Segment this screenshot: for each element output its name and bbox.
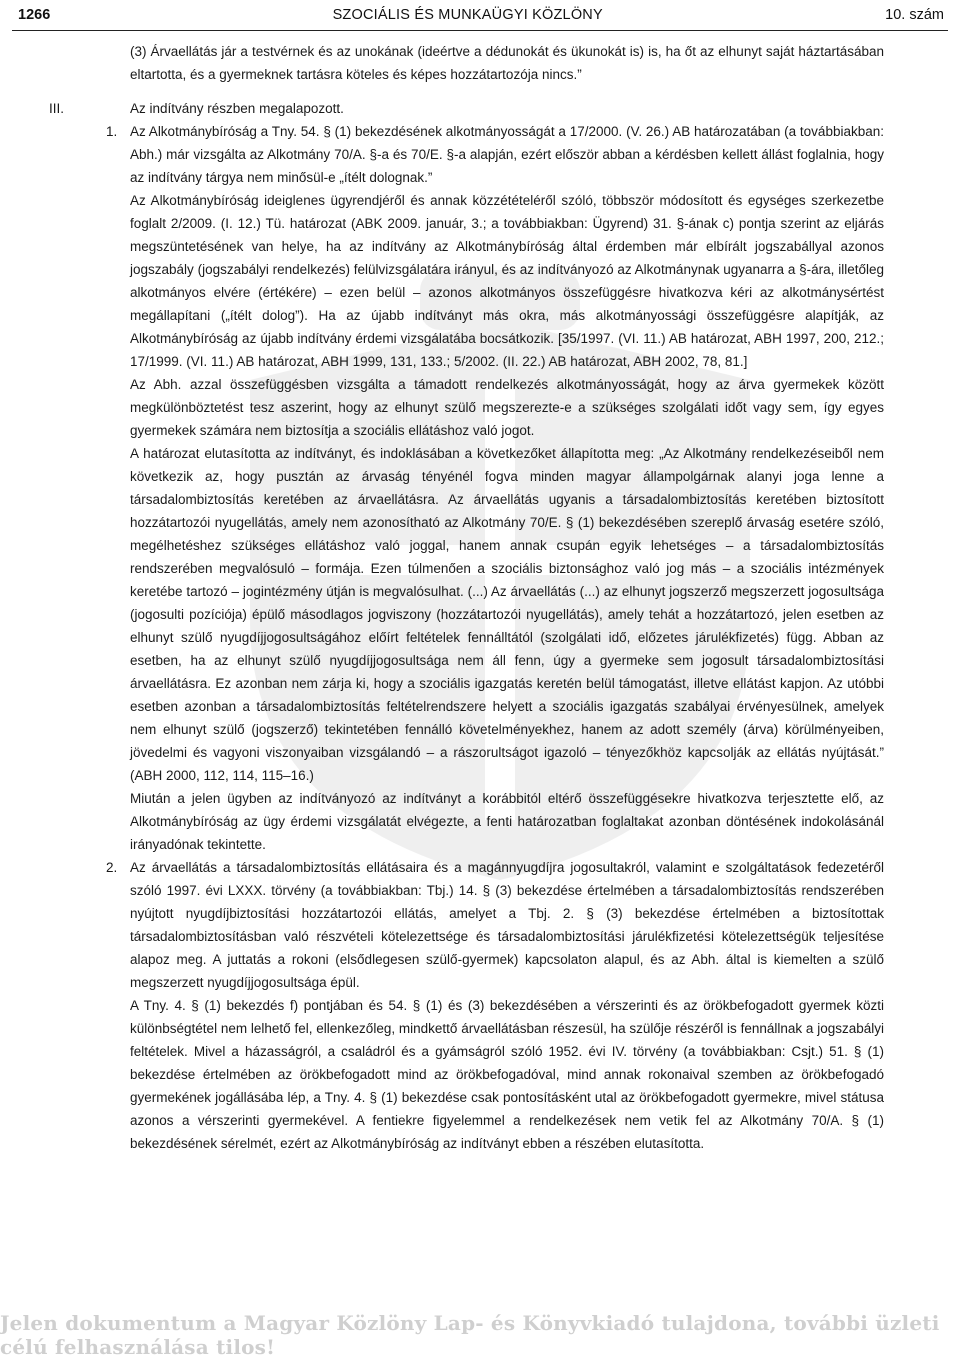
paragraph: Miután a jelen ügyben az indítványozó az indítványt a korábbitól eltérő összefüggésekre hivatkozva terjesztette elő, az Alkotmánybíróság az ügy érdemi vizsgálatát elvégezte, a fenti határozatban foglaltakat azonban döntésének indokolásánál irányadónak tekintette. [130, 791, 884, 852]
paragraph: A határozat elutasította az indítványt, és indoklásában a következőket állapította meg: „Az Alkotmány rendelkezéseiből nem következik az, hogy pusztán az árvaság tényénél fogva minden magyar állampolgárnak alanyi joga lenne a társadalombiztosítás keretében az árvaellátásra. Az árvaellátás ugyanis a társadalombiztosítás keretében biztosított hozzátartozói nyugellátás, amely nem azonosítható az Alkotmány 70/E. § (1) bekezdésében szereplő árvaság esetére szóló, megélhetéshez szükséges ellátáshoz való joggal, hanem annak csupán egyik lehetséges – a társadalombiztosítás rendszerében megvalósuló – formája. Ezen túlmenően a szociális biztonsághoz való jog más – a szociális intézmények keretébe tartozó – jogintézmény útján is megvalósulhat. (...) Az árvaellátás (...) az elhunyt jogszerző megszerzett jogosultsága (jogosulti pozíciója) épülő másodlagos jogviszony (hozzátartozói nyugellátás), amely tehát a hozzátartozó, jelen esetben az elhunyt szülő nyugdíjjogosultságához előírt feltételek fennálltától (szolgálati idő, előzetes járulékfizetés) függ. Abban az esetben, ha az elhunyt szülő nyugdíjjogosultsága nem áll fenn, úgy a gyermeke sem jogosult társadalombiztosítási árvaellátásra. Ez azonban nem zárja ki, hogy a szociális igazgatás keretén belül támogatást, illetve ellátást kapjon. Az utóbbi esetben azonban a társadalombiztosítás feltételrendszere helyett a szociális igazgatás szabályai érvényesülnek, amelyek nem elhunyt szülő (jogszerző) tekintetében fennálló követelményekhez, hanem az adott személy (árva) körülményeiben, jövedelmi és vagyoni viszonyaiban vizsgálandó – a rászorultságot igazoló – tényezőkhöz kapcsolják az ellátás nyújtását.” (ABH 2000, 112, 114, 115–16.) [130, 446, 884, 783]
paragraph: A Tny. 4. § (1) bekezdés f) pontjában és 54. § (1) és (3) bekezdésében a vérszerinti és az örökbefogadott gyermek közti különbségtétel nem lelhető fel, ellenkezőleg, mindkettő árvaellátásban részesül, ha szülője részéről is fennállnak a jogszabályi feltételek. Mivel a házasságról, a családról és a gyámságról szóló 1952. évi IV. törvény (a továbbiakban: Csjt.) 51. § (1) bekezdése értelmében az örökbefogadott mind az örökbefogadóval, mind annak rokonaival szemben az örökbefogadó gyermekének jogállásába lép, a Tny. 4. § (1) bekezdése csak pontosításként utal az örökbefogadott gyermekre, mivel státusa azonos a vérszerinti gyermekével. A fentiekre figyelemmel a rendelkezések nem vetik fel az Alkotmány 70/A. § (1) bekezdésének sérelmét, ezért az Alkotmánybíróság az indítványt ebben a részében elutasította. [130, 998, 884, 1151]
item-1 [106, 120, 884, 856]
section-iii [0, 97, 960, 120]
footer-notice: Jelen dokumentum a Magyar Közlöny Lap- és Könyvkiadó tulajdona, további üzleti célú felhasználása tilos! [0, 1310, 940, 1359]
paragraph: Az árvaellátás a társadalombiztosítás ellátásaira és a magánnyugdíjra jogosultakról, valamint e szolgáltatások fedezetéről szóló 1997. évi LXXX. törvény (a továbbiakban: Tbj.) 14. § (3) bekezdése értelmében a társadalombiztosítás rendszerében nyújtott nyugdíjbiztosítási hozzátartozói ellátás, amelyet a Tbj. 2. § (3) bekezdése értelmében a biztosítottak társadalombiztosításban való részvételi kötelezettsége és társadalombiztosítási járulékfizetési kötelezettségük teljesítése alapoz meg. A juttatás a rokoni (elsődlegesen szülő-gyermek) kapcsolaton alapul, és az Abh. által is kiemelten a szülő megszerzett nyugdíjjogosultsága épül. [130, 860, 884, 990]
paragraph: Az Alkotmánybíróság a Tny. 54. § (1) bekezdésének alkotmányosságát a 17/2000. (V. 26.) AB határozatában (a továbbiakban: Abh.) már vizsgálta az Alkotmány 70/A. §-a és 70/E. §-a alapján, ezért először abban a kérdésben kellett állást foglalnia, hogy az indítvány tárgya nem minősül-e „ítélt dolognak.” [130, 124, 884, 185]
paragraph: Az Alkotmánybíróság ideiglenes ügyrendjéről és annak közzétételéről szóló, többször módosított és egységes szerkezetbe foglalt 2/2009. (I. 12.) Tü. határozat (ABK 2009. január, 3.; a továbbiakban: Ügyrend) 31. §-ának c) pontja szerint az eljárás megszüntetésének van helye, ha az indítvány az Alkotmánybíróság által érdemben már elbírált jogszabállyal azonos jogszabály (jogszabályi rendelkezés) felülvizsgálatára irányul, és az indítványozó az Alkotmánynak ugyanarra a §-ára, illetőleg alkotmányos elvére (értékére) – ezen belül – azonos alkotmányos összefüggésre hivatkozva kéri az alkotmánysértést megállapítani („ítélt dolog”). Ha az újabb indítványt más okra, más alkotmányossági összefüggésre alapítják, az Alkotmánybíróság az újabb indítvány érdemi vizsgálatába bocsátkozik. [35/1997. (VI. 11.) AB határozat, ABH 1997, 200, 212.; 17/1999. (VI. 11.) AB határozat, ABH 1999, 131, 133.; 5/2002. (II. 22.) AB határozat, ABH 2002, 78, 81.] [130, 193, 884, 369]
page-number: 1266 [18, 7, 51, 23]
page-header [12, 0, 948, 31]
paragraph: Az Abh. azzal összefüggésben vizsgálta a támadott rendelkezés alkotmányosságát, hogy az árva gyermekek között megkülönböztetést tesz aszerint, hogy az elhunyt szülő megszerezte-e a szükséges szolgálati időt vagy sem, így egyes gyermekek számára nem biztosítja a szociális ellátáshoz való jogot. [130, 377, 884, 438]
document-body [0, 40, 960, 1155]
item-number: 1. [106, 124, 118, 139]
journal-title: SZOCIÁLIS ÉS MUNKAÜGYI KÖZLÖNY [332, 7, 603, 23]
item-2 [106, 856, 884, 1155]
section-number: III. [49, 101, 65, 116]
item-number: 2. [106, 860, 118, 875]
intro-paragraph: (3) Árvaellátás jár a testvérnek és az unokának (ideértve a dédunokát és ükunokát is) is, ha őt az elhunyt saját háztartásában eltartotta, és a gyermeknek tartásra köteles és képes hozzátartozója nincs.” [130, 44, 884, 82]
section-title: Az indítvány részben megalapozott. [130, 101, 344, 116]
issue-number: 10. szám [885, 7, 944, 23]
